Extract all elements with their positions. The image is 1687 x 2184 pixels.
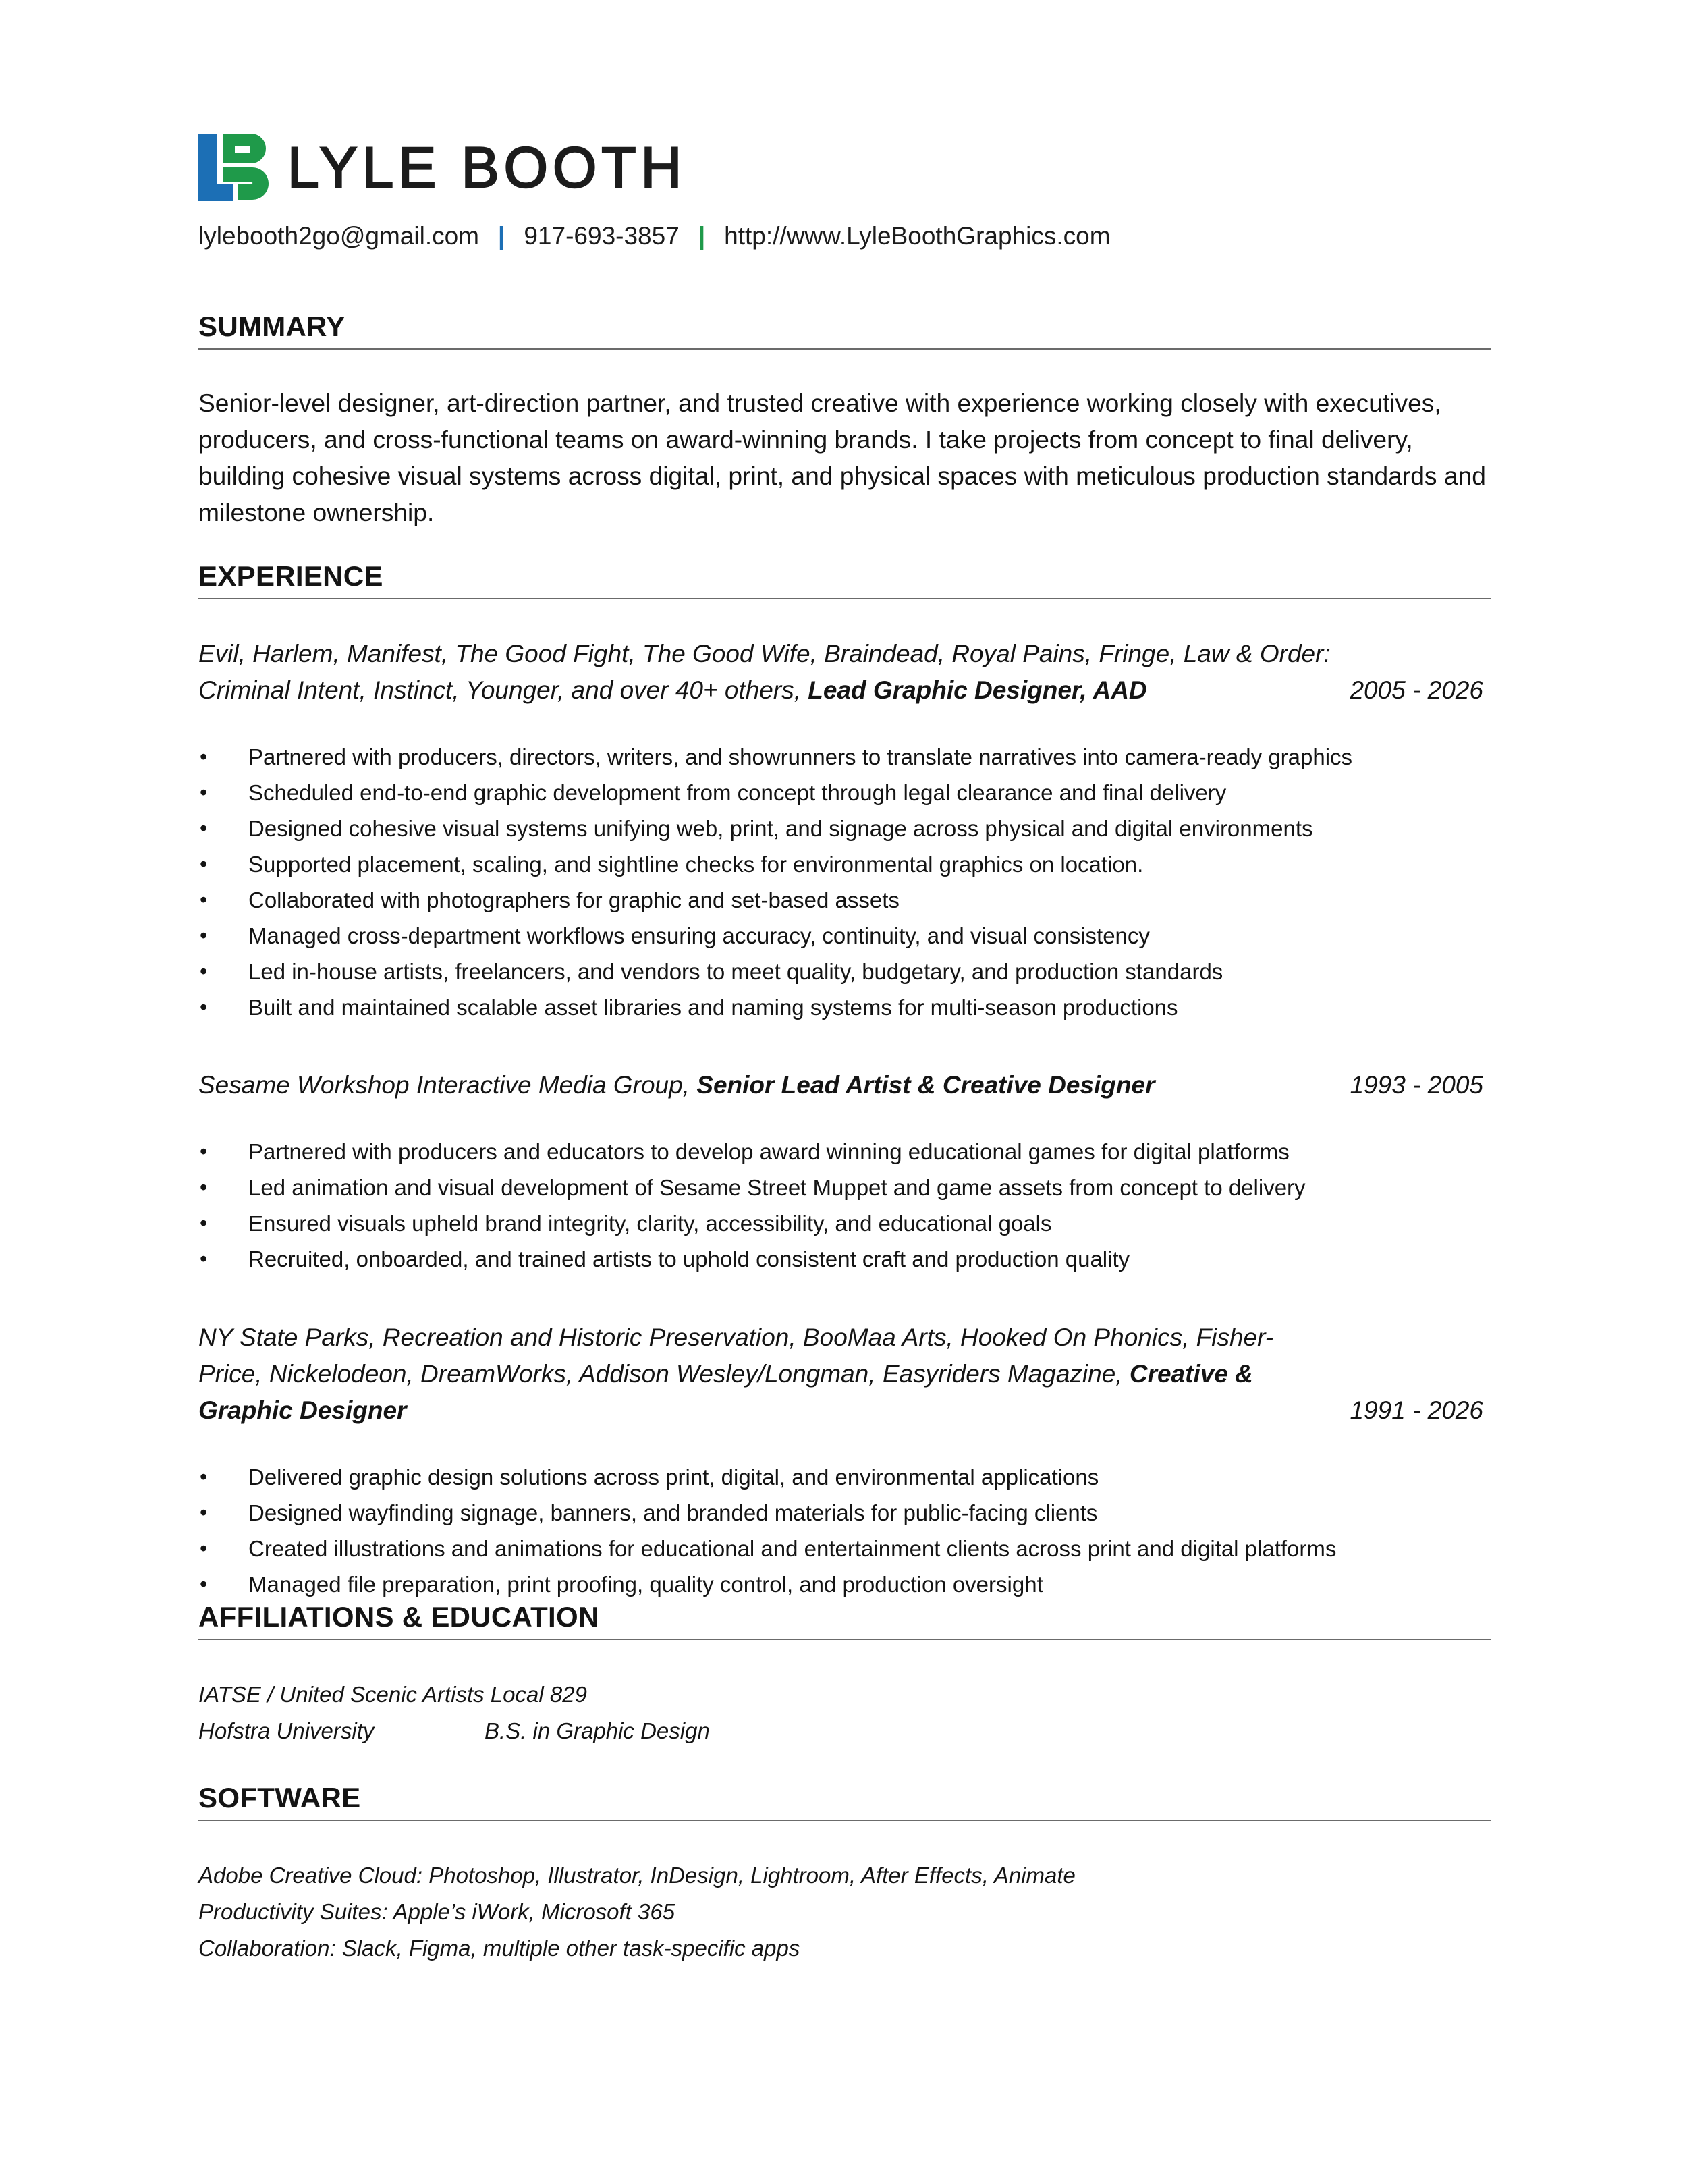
software-list (198, 1857, 1076, 1967)
job-entry (198, 1319, 1491, 1602)
bullet-item: • Scheduled end-to-end graphic development from concept through legal clearance and final delivery (198, 775, 1491, 811)
bullet-item: • Delivered graphic design solutions across print, digital, and environmental applications (198, 1459, 1491, 1495)
job-entry (198, 1067, 1491, 1277)
job-role: Senior Lead Artist & Creative Designer (696, 1071, 1155, 1099)
website-link[interactable]: http://www.LyleBoothGraphics.com (724, 222, 1111, 250)
phone-number[interactable]: 917-693-3857 (524, 222, 680, 250)
job-clients: NY State Parks, Recreation and Historic Preservation, BooMaa Arts, Hooked On Phonics, Fisher-Price, Nickelodeon, DreamWorks, Addison Wesley/Longman, Easyriders Magazine, (198, 1323, 1274, 1388)
software-line: Adobe Creative Cloud: Photoshop, Illustrator, InDesign, Lightroom, After Effects, Animate (198, 1863, 1076, 1888)
bullet-item: • Designed wayfinding signage, banners, and branded materials for public-facing clients (198, 1495, 1491, 1531)
bullet-item: • Supported placement, scaling, and sightline checks for environmental graphics on location. (198, 846, 1491, 882)
affiliations-list (198, 1676, 710, 1749)
bullet-item: • Recruited, onboarded, and trained artists to uphold consistent craft and production quality (198, 1241, 1491, 1277)
summary-heading: SUMMARY (198, 309, 1491, 350)
software-line: Productivity Suites: Apple’s iWork, Microsoft 365 (198, 1899, 675, 1924)
contact-line (198, 217, 1111, 255)
email-link[interactable]: lylebooth2go@gmail.com (198, 222, 479, 250)
job-header (198, 1319, 1491, 1429)
header-logo-row (198, 132, 686, 202)
bullet-item: • Collaborated with photographers for graphic and set-based assets (198, 882, 1491, 918)
bullet-item: • Ensured visuals upheld brand integrity, clarity, accessibility, and educational goals (198, 1205, 1491, 1241)
job-bullets (198, 739, 1491, 1025)
lb-monogram-logo (198, 134, 269, 201)
job-dates: 2005 - 2026 (1350, 676, 1483, 704)
job-entry (198, 636, 1491, 1025)
job-dates: 1991 - 2026 (1350, 1396, 1483, 1424)
education-row (198, 1713, 710, 1749)
candidate-name: LYLE BOOTH (287, 136, 687, 199)
degree: B.S. in Graphic Design (485, 1718, 710, 1743)
bullet-item: • Created illustrations and animations for educational and entertainment clients across print and digital platforms (198, 1531, 1491, 1566)
bullet-item: • Led in-house artists, freelancers, and vendors to meet quality, budgetary, and production standards (198, 954, 1491, 989)
software-line: Collaboration: Slack, Figma, multiple other task-specific apps (198, 1936, 800, 1961)
bullet-item: • Built and maintained scalable asset libraries and naming systems for multi-season productions (198, 989, 1491, 1025)
contact-separator: | (698, 222, 706, 250)
union-affiliation: IATSE / United Scenic Artists Local 829 (198, 1682, 587, 1707)
bullet-item: • Partnered with producers, directors, writers, and showrunners to translate narratives into camera-ready graphics (198, 739, 1491, 775)
job-clients: Evil, Harlem, Manifest, The Good Fight, The Good Wife, Braindead, Royal Pains, Fringe, Law & Order: Criminal Intent, Instinct, Younger, and over 40+ others, (198, 640, 1331, 704)
bullet-item: • Designed cohesive visual systems unifying web, print, and signage across physical and digital environments (198, 811, 1491, 846)
contact-separator: | (498, 222, 505, 250)
bullet-item: • Managed file preparation, print proofing, quality control, and production oversight (198, 1566, 1491, 1602)
experience-heading: EXPERIENCE (198, 559, 1491, 599)
bullet-item: • Led animation and visual development of Sesame Street Muppet and game assets from concept to delivery (198, 1170, 1491, 1205)
job-header (198, 1067, 1491, 1103)
summary-paragraph: Senior-level designer, art-direction partner, and trusted creative with experience working closely with executives, producers, and cross-functional teams on award-winning brands. I take projects from concept to final delivery, building cohesive visual systems across digital, print, and physical spaces with meticulous production standards and milestone ownership. (198, 389, 1486, 526)
school-name: Hofstra University (198, 1718, 375, 1743)
job-role: Lead Graphic Designer, AAD (808, 676, 1147, 704)
job-header (198, 636, 1491, 709)
affiliations-heading: AFFILIATIONS & EDUCATION (198, 1600, 1491, 1640)
job-bullets (198, 1459, 1491, 1602)
bullet-item: • Partnered with producers and educators to develop award winning educational games for digital platforms (198, 1134, 1491, 1170)
job-dates: 1993 - 2005 (1350, 1071, 1483, 1099)
bullet-item: • Managed cross-department workflows ensuring accuracy, continuity, and visual consistency (198, 918, 1491, 954)
software-heading: SOFTWARE (198, 1780, 1491, 1821)
job-bullets (198, 1134, 1491, 1277)
job-role: Creative & Graphic Designer (198, 1360, 1253, 1424)
job-clients: Sesame Workshop Interactive Media Group, (198, 1071, 697, 1099)
